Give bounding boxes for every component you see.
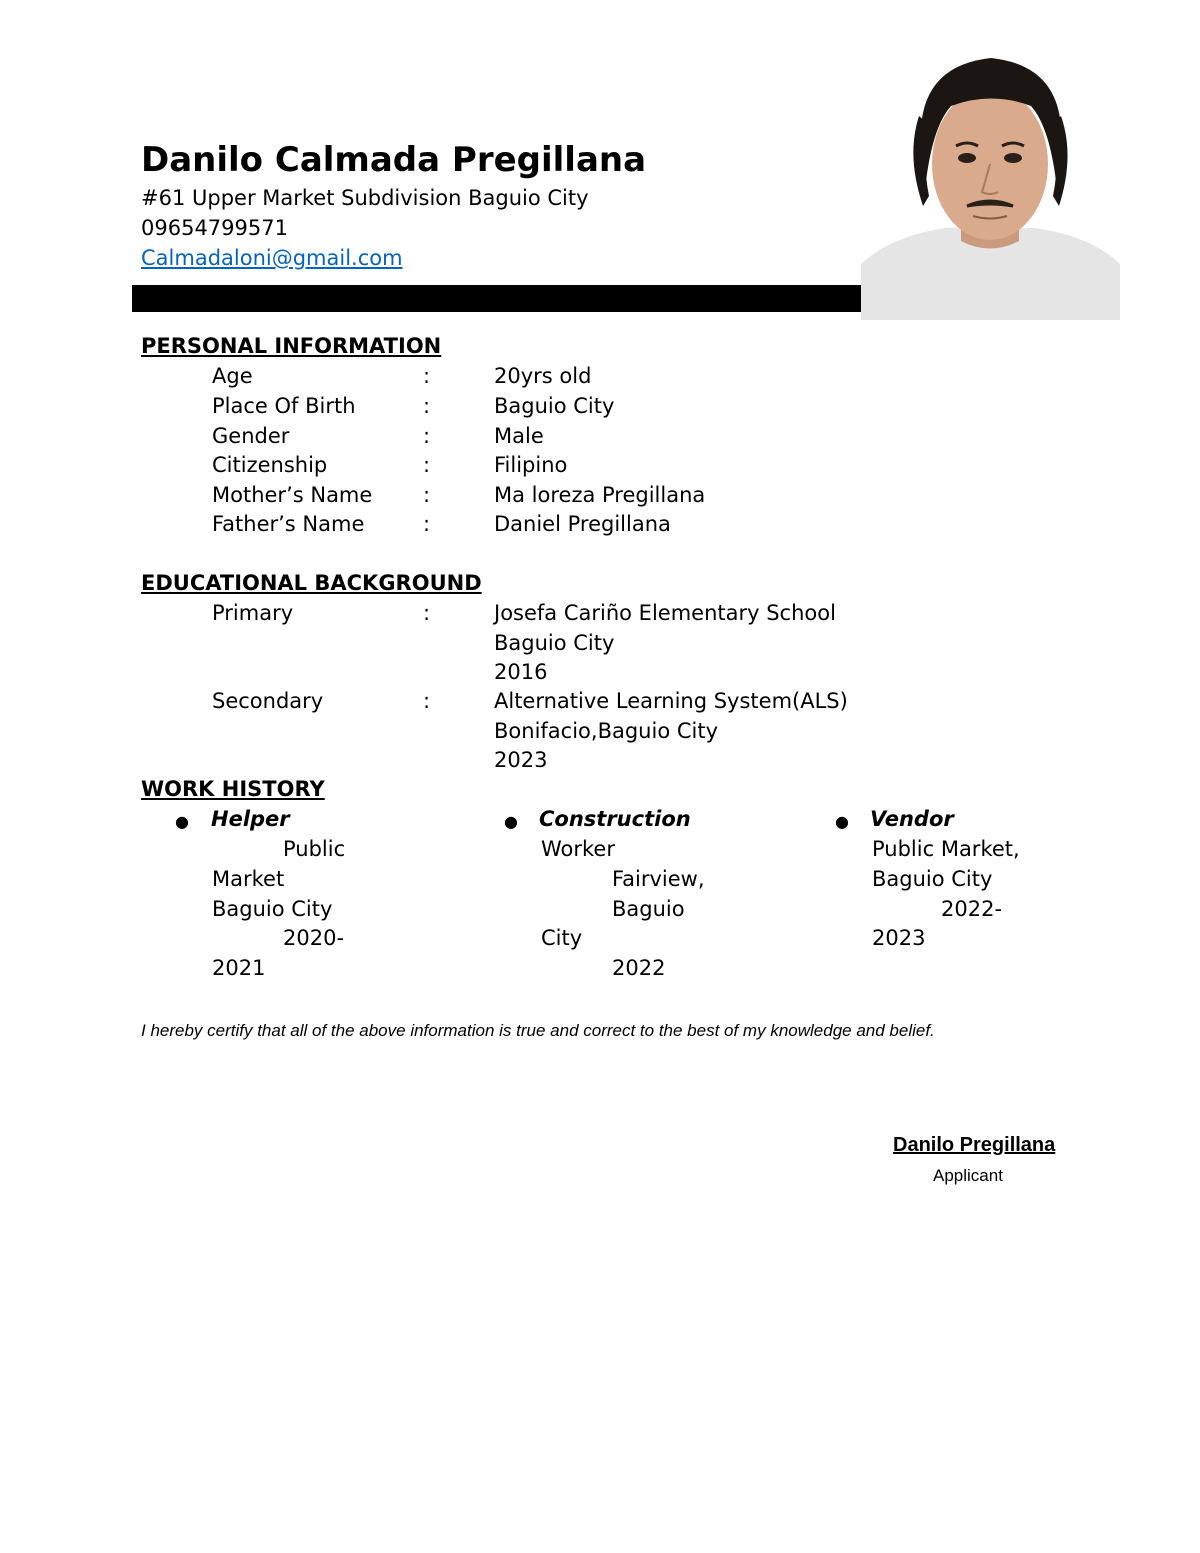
work-vendor-line: 2022- xyxy=(941,897,1003,921)
certification-statement: I hereby certify that all of the above information is true and correct to the best of my knowledge and belief. xyxy=(141,1021,935,1040)
value-gender: Male xyxy=(494,424,544,448)
email-link[interactable]: Calmadaloni@gmail.com xyxy=(141,246,403,270)
colon: : xyxy=(423,364,431,388)
education-heading: EDUCATIONAL BACKGROUND xyxy=(141,571,482,595)
signature-role: Applicant xyxy=(933,1166,1003,1185)
colon: : xyxy=(423,601,431,625)
value-mothers-name: Ma loreza Pregillana xyxy=(494,483,706,507)
value-fathers-name: Daniel Pregillana xyxy=(494,512,671,536)
applicant-photo-icon xyxy=(861,46,1120,320)
bullet-icon: ● xyxy=(175,812,189,831)
colon: : xyxy=(423,483,431,507)
label-fathers-name: Father’s Name xyxy=(212,512,365,536)
label-age: Age xyxy=(212,364,253,388)
label-citizenship: Citizenship xyxy=(212,453,328,477)
bullet-icon: ● xyxy=(835,812,849,831)
value-place-of-birth: Baguio City xyxy=(494,394,615,418)
label-mothers-name: Mother’s Name xyxy=(212,483,373,507)
primary-location: Baguio City xyxy=(494,631,615,655)
work-construction-line: City xyxy=(541,926,583,950)
colon: : xyxy=(423,453,431,477)
work-title-vendor: Vendor xyxy=(870,807,954,831)
work-vendor-line: 2023 xyxy=(872,926,926,950)
signature-name: Danilo Pregillana xyxy=(893,1134,1056,1156)
work-construction-line: Worker xyxy=(541,837,615,861)
work-helper-line: Baguio City xyxy=(212,897,333,921)
phone-number: 09654799571 xyxy=(141,216,288,240)
colon: : xyxy=(423,512,431,536)
header-divider-bar xyxy=(132,285,862,312)
label-place-of-birth: Place Of Birth xyxy=(212,394,356,418)
label-primary: Primary xyxy=(212,601,294,625)
work-title-construction: Construction xyxy=(539,807,691,831)
primary-year: 2016 xyxy=(494,660,548,684)
label-secondary: Secondary xyxy=(212,689,324,713)
applicant-name: Danilo Calmada Pregillana xyxy=(141,140,647,180)
primary-school: Josefa Cariño Elementary School xyxy=(494,601,836,625)
personal-info-heading: PERSONAL INFORMATION xyxy=(141,334,442,358)
colon: : xyxy=(423,394,431,418)
work-vendor-line: Public Market, xyxy=(872,837,1020,861)
work-construction-line: 2022 xyxy=(612,956,666,980)
work-helper-line: 2020- xyxy=(283,926,345,950)
work-vendor-line: Baguio City xyxy=(872,867,993,891)
work-helper-line: Public xyxy=(283,837,346,861)
work-construction-line: Baguio xyxy=(612,897,685,921)
colon: : xyxy=(423,424,431,448)
work-history-heading: WORK HISTORY xyxy=(141,777,325,801)
value-age: 20yrs old xyxy=(494,364,592,388)
secondary-school: Alternative Learning System(ALS) xyxy=(494,689,848,713)
work-construction-line: Fairview, xyxy=(612,867,705,891)
colon: : xyxy=(423,689,431,713)
secondary-location: Bonifacio,Baguio City xyxy=(494,719,718,743)
secondary-year: 2023 xyxy=(494,748,548,772)
address: #61 Upper Market Subdivision Baguio City xyxy=(141,186,589,210)
work-helper-line: 2021 xyxy=(212,956,266,980)
work-helper-line: Market xyxy=(212,867,285,891)
work-title-helper: Helper xyxy=(211,807,290,831)
bullet-icon: ● xyxy=(504,812,518,831)
label-gender: Gender xyxy=(212,424,290,448)
value-citizenship: Filipino xyxy=(494,453,568,477)
